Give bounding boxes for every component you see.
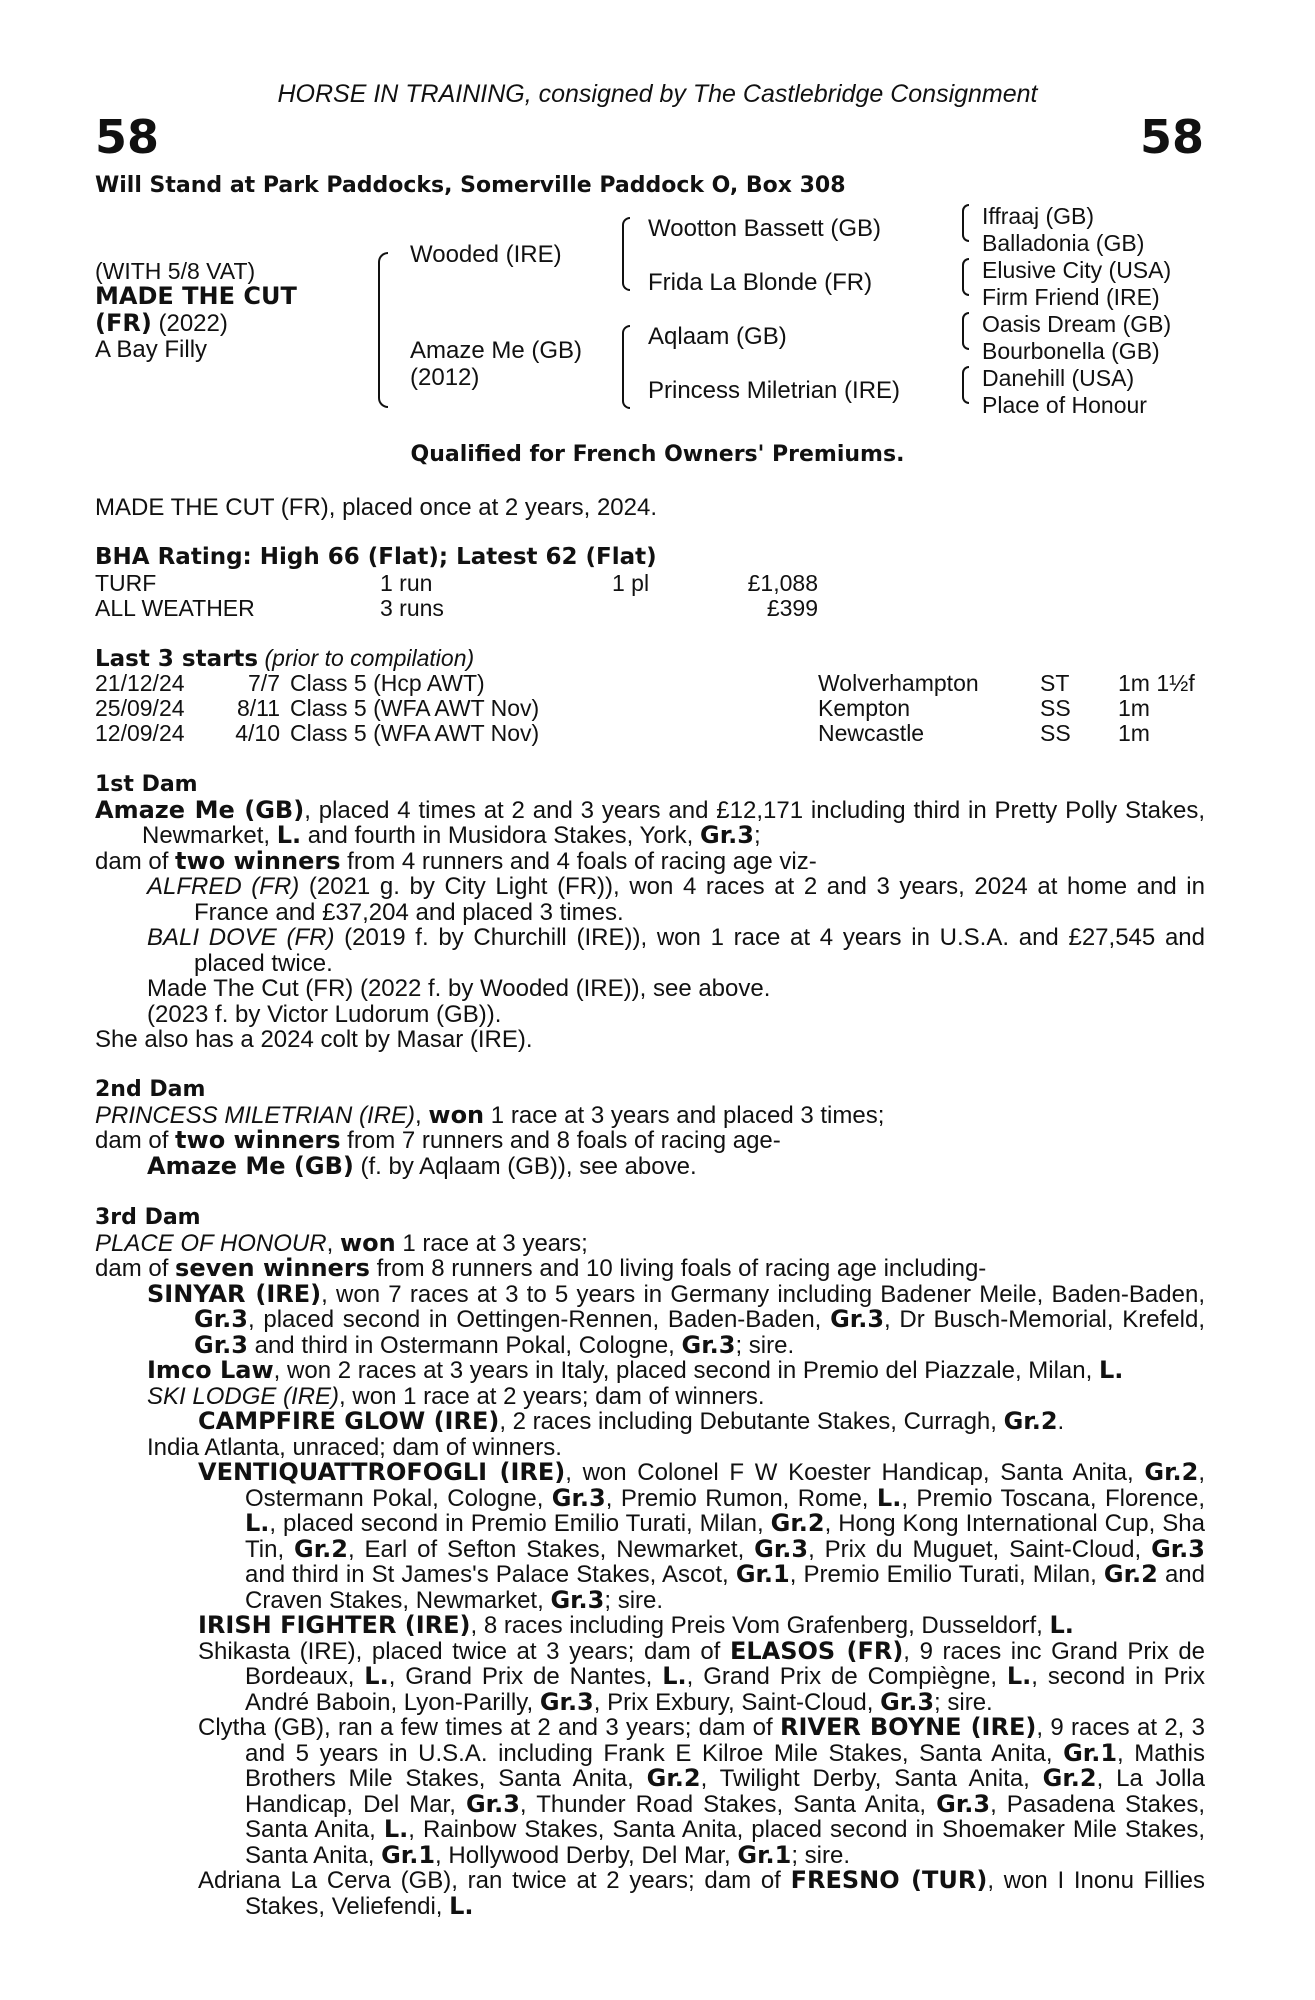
rating-row-turf-surface: TURF [95, 570, 157, 596]
progeny-imco-law: Imco Law, won 2 races at 3 years in Italy, placed second in Premio del Piazzale, Milan, L. [147, 1356, 1124, 1384]
pedigree-ss: Wootton Bassett (GB) [648, 215, 881, 242]
progeny-sinyar: SINYAR (IRE), won 7 races at 3 to 5 years in Germany including Badener Meile, Baden-Baden, Gr.3, placed second in Oettingen-Rennen, Baden-Baden, Gr.3, Dr Busch-Memorial, Krefeld, Gr.3 and third in Ostermann Pokal, Cologne, Gr.3; sire. [147, 1279, 1205, 1359]
progeny-adriana-la-cerva: Adriana La Cerva (GB), ran twice at 2 years; dam of FRESNO (TUR), won I Inonu Fillies Stakes, Veliefendi, L. [198, 1866, 1205, 1920]
pedigree-brace-dd [962, 366, 969, 404]
horse-name: MADE THE CUT [95, 282, 297, 310]
start-distance: 1m 1½f [1118, 670, 1195, 696]
third-dam-record: PLACE OF HONOUR, won 1 race at 3 years; [95, 1228, 588, 1257]
second-dam-heading: 2nd Dam [95, 1077, 206, 1102]
consignment-header: HORSE IN TRAINING, consigned by The Castlebridge Consignment [277, 80, 1038, 108]
progeny-alfred: ALFRED (FR) (2021 g. by City Light (FR)), won 4 races at 2 and 3 years, 2024 at home and in France and £37,204 and placed 3 times. [147, 873, 1205, 926]
pedigree-dd: Princess Miletrian (IRE) [648, 377, 901, 404]
start-going: SS [1040, 720, 1071, 746]
first-dam-section [95, 772, 1205, 1053]
third-dam-heading: 3rd Dam [95, 1205, 201, 1230]
premium-note: Qualified for French Owners' Premiums. [410, 442, 905, 467]
horse-description: A Bay Filly [95, 336, 208, 363]
progeny-clytha: Clytha (GB), ran a few times at 2 and 3 years; dam of RIVER BOYNE (IRE), 9 races at 2, 3 and 5 years in U.S.A. including Frank E Kilroe Mile Stakes, Santa Anita, Gr.1, Mathis Brothers Mile Stakes, Santa Anita, Gr.2, Twilight Derby, Santa Anita, Gr.2, La Jolla Handicap, Del Mar, Gr.3, Thunder Road Stakes, Santa Anita, Gr.3, Pasadena Stakes, Santa Anita, L., Rainbow Stakes, Santa Anita, placed second in Shoemaker Mile Stakes, Santa Anita, Gr.1, Hollywood Derby, Del Mar, Gr.1; sire. [198, 1713, 1206, 1869]
pedigree-sdd: Firm Friend (IRE) [982, 284, 1160, 310]
pedigree-sire: Wooded (IRE) [410, 241, 562, 268]
start-course: Newcastle [818, 720, 925, 746]
rating-row-turf-places: 1 pl [612, 570, 650, 596]
bha-rating: BHA Rating: High 66 (Flat); Latest 62 (Flat) [95, 544, 657, 570]
pedigree-brace-sd [962, 258, 969, 296]
start-class: Class 5 (WFA AWT Nov) [290, 720, 540, 746]
pedigree-brace-ss [962, 204, 969, 242]
progeny-2023: (2023 f. by Victor Ludorum (GB)). [147, 1000, 502, 1028]
lot-number-right: 58 [1140, 110, 1205, 164]
pedigree-dsd: Bourbonella (GB) [982, 338, 1160, 364]
progeny-2024-colt: She also has a 2024 colt by Masar (IRE). [95, 1026, 533, 1053]
start-course: Wolverhampton [818, 670, 979, 696]
last-starts-heading [95, 645, 474, 672]
start-position: 8/11 [236, 695, 280, 721]
lot-number-left: 58 [95, 110, 160, 164]
horse-name-suffix [95, 309, 228, 338]
start-date: 12/09/24 [95, 720, 185, 746]
third-dam-section [95, 1205, 1205, 1919]
pedigree-sss: Iffraaj (GB) [982, 203, 1095, 229]
third-dam-produce: dam of seven winners from 8 runners and 10 living foals of racing age including- [95, 1254, 987, 1282]
progeny-campfire-glow: CAMPFIRE GLOW (IRE), 2 races including Debutante Stakes, Curragh, Gr.2. [198, 1407, 1065, 1435]
start-date: 25/09/24 [95, 695, 185, 721]
second-dam-produce: dam of two winners from 7 runners and 8 foals of racing age- [95, 1126, 781, 1154]
pedigree-ds: Aqlaam (GB) [648, 323, 787, 350]
rating-row-aw-surface: ALL WEATHER [95, 595, 255, 621]
pedigree-dam-year: (2012) [410, 364, 480, 391]
pedigree-dds: Danehill (USA) [982, 365, 1135, 391]
horse-country: (FR) [95, 309, 152, 337]
pedigree-ssd: Balladonia (GB) [982, 230, 1145, 256]
progeny-ski-lodge: SKI LODGE (IRE), won 1 race at 2 years; dam of winners. [147, 1382, 765, 1410]
rating-row-turf-earnings: £1,088 [747, 570, 818, 596]
progeny-irish-fighter: IRISH FIGHTER (IRE), 8 races including Preis Vom Grafenberg, Dusseldorf, L. [198, 1611, 1074, 1639]
stable-location: Will Stand at Park Paddocks, Somerville Paddock O, Box 308 [95, 173, 846, 198]
start-date: 21/12/24 [95, 670, 185, 696]
progeny-bali-dove: BALI DOVE (FR) (2019 f. by Churchill (IRE)), won 1 race at 4 years in U.S.A. and £27,545 and placed twice. [147, 924, 1206, 977]
rating-row-aw-runs: 3 runs [380, 595, 444, 621]
pedigree-brace-ds [962, 312, 969, 350]
start-position: 7/7 [248, 670, 280, 696]
start-class: Class 5 (WFA AWT Nov) [290, 695, 540, 721]
second-dam-progeny: Amaze Me (GB) (f. by Aqlaam (GB)), see above. [147, 1151, 697, 1180]
start-distance: 1m [1118, 695, 1150, 721]
second-dam-record: PRINCESS MILETRIAN (IRE), won 1 race at 3 years and placed 3 times; [95, 1100, 885, 1129]
last-starts-title: Last 3 starts [95, 646, 259, 672]
start-position: 4/10 [235, 720, 280, 746]
pedigree-brace-main [378, 252, 388, 408]
first-dam-heading: 1st Dam [95, 772, 198, 797]
start-going: ST [1040, 670, 1070, 696]
pedigree-brace-sire [622, 217, 630, 291]
horse-year: (2022) [151, 310, 228, 337]
start-distance: 1m [1118, 720, 1150, 746]
vat-note: (WITH 5/8 VAT) [95, 258, 256, 284]
first-dam-record: Amaze Me (GB), placed 4 times at 2 and 3 years and £12,171 including third in Pretty Polly Stakes, Newmarket, L. and fourth in Musidora Stakes, York, Gr.3; [95, 795, 1205, 849]
rating-row-aw-earnings: £399 [766, 595, 818, 621]
progeny-ventiquattrofogli: VENTIQUATTROFOGLI (IRE), won Colonel F W Koester Handicap, Santa Anita, Gr.2, Ostermann Pokal, Cologne, Gr.3, Premio Rumon, Rome, L., Premio Toscana, Florence, L., placed second in Premio Emilio Turati, Milan, Gr.2, Hong Kong International Cup, Sha Tin, Gr.2, Earl of Sefton Stakes, Newmarket, Gr.3, Prix du Muguet, Saint-Cloud, Gr.3 and third in St James's Palace Stakes, Ascot, Gr.1, Premio Emilio Turati, Milan, Gr.2 and Craven Stakes, Newmarket, Gr.3; sire. [198, 1458, 1205, 1614]
start-class: Class 5 (Hcp AWT) [290, 670, 485, 696]
pedigree-sds: Elusive City (USA) [982, 257, 1172, 283]
last-starts-note: (prior to compilation) [258, 645, 475, 671]
pedigree-sd: Frida La Blonde (FR) [648, 269, 873, 296]
progeny-shikasta: Shikasta (IRE), placed twice at 3 years; dam of ELASOS (FR), 9 races inc Grand Prix de Bordeaux, L., Grand Prix de Nantes, L., Grand Prix de Compiègne, L., second in Prix André Baboin, Lyon-Parilly, Gr.3, Prix Exbury, Saint-Cloud, Gr.3; sire. [198, 1636, 1206, 1716]
pedigree-ddd: Place of Honour [982, 392, 1147, 418]
pedigree-dam: Amaze Me (GB) [410, 337, 583, 364]
pedigree-brace-dam [622, 325, 630, 409]
progeny-india-atlanta: India Atlanta, unraced; dam of winners. [147, 1433, 562, 1461]
rating-row-turf-runs: 1 run [380, 570, 433, 596]
progeny-made-the-cut: Made The Cut (FR) (2022 f. by Wooded (IRE)), see above. [147, 975, 771, 1002]
first-dam-produce: dam of two winners from 4 runners and 4 foals of racing age viz- [95, 846, 817, 875]
race-summary: MADE THE CUT (FR), placed once at 2 years, 2024. [95, 494, 657, 521]
start-going: SS [1040, 695, 1071, 721]
second-dam-section [95, 1077, 1205, 1179]
pedigree-dss: Oasis Dream (GB) [982, 311, 1172, 337]
start-course: Kempton [818, 695, 911, 721]
